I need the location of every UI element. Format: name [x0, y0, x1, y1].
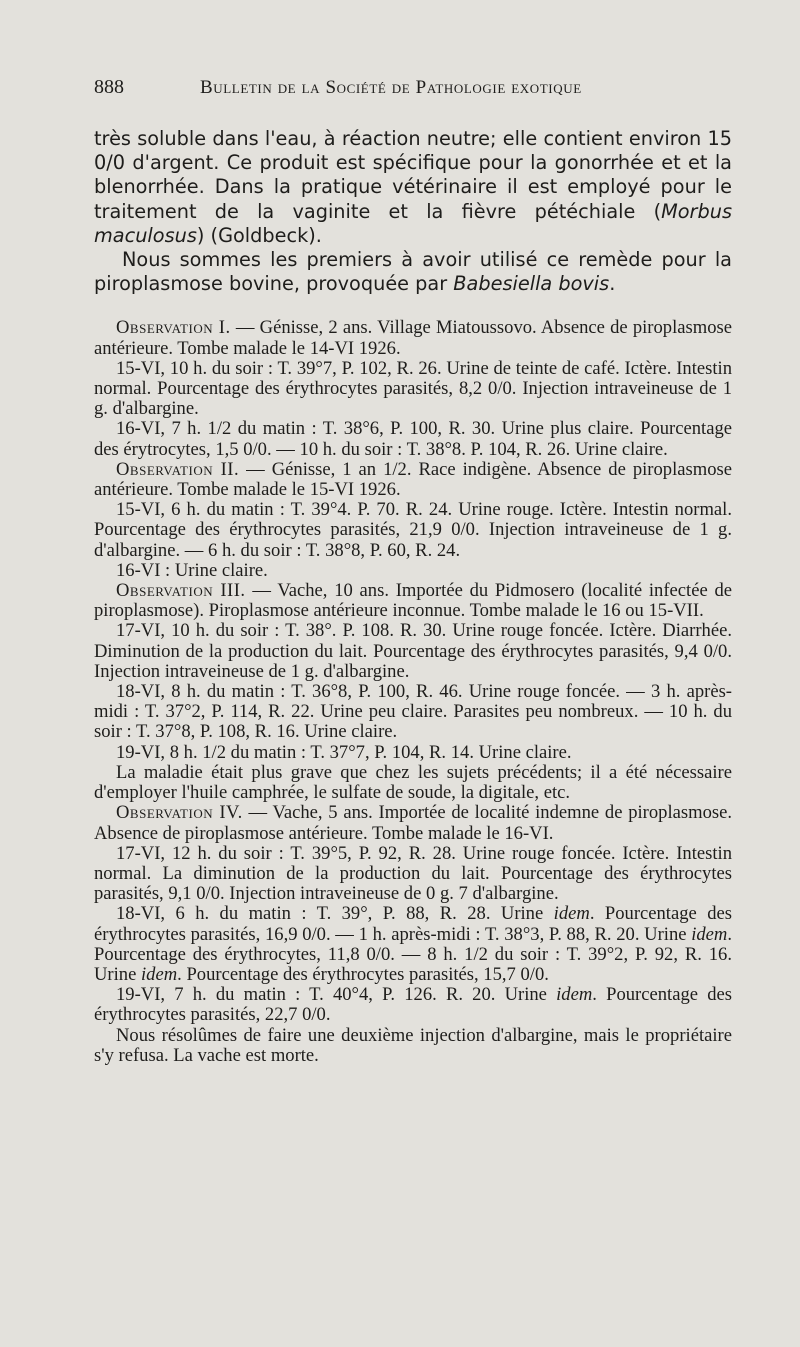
observations-section [94, 318, 732, 1066]
italic-idem: idem [140, 963, 178, 985]
intro-p2-text-end: . [609, 272, 616, 296]
observation-heading: Observation IV. [116, 802, 243, 824]
observation-heading: Observation II. [116, 458, 240, 480]
observation-paragraph: 15-VI, 6 h. du matin : T. 39°4. P. 70. R. 24. Urine rouge. Ictère. Intestin normal. Pourcentage des érythrocytes parasités, 21,9 0/0. Injection intraveineuse de 1 g. d'albargine. — 6 h. du soir : T. 38°8, P. 60, R. 24. [94, 499, 732, 561]
text-run: . Pourcentage des érythrocytes parasités, 16,9 0/0. — 1 h. après-midi : T. 38°3, P. 88, R. 20. Urine [94, 903, 732, 945]
italic-idem: idem [691, 923, 728, 945]
page-number: 888 [94, 76, 124, 98]
observation-text: — Vache, 10 ans. Importée du Pidmosero (localité infectée de piroplasmose). Piroplasmose antérieure inconnue. Tombe malade le 16 ou 15-VII. [94, 580, 733, 622]
page-header [94, 76, 732, 99]
observation-paragraph: 16-VI, 7 h. 1/2 du matin : T. 38°6, P. 100, R. 30. Urine plus claire. Pourcentage des érytrocytes, 1,5 0/0. — 10 h. du soir : T. 38°8. P. 104, R. 26. Urine claire. [94, 418, 732, 460]
running-title: Bulletin de la Société de Pathologie exotique [200, 77, 582, 98]
intro-p1-latin-name: Morbus maculosus [94, 199, 732, 247]
observation-paragraph: 16-VI : Urine claire. [116, 559, 268, 581]
text-run: 19-VI, 7 h. du matin : T. 40°4, P. 126. R. 20. Urine [116, 984, 557, 1006]
observation-text: — Génisse, 1 an 1/2. Race indigène. Absence de piroplasmose antérieure. Tombe malade le 15-VI 1926. [94, 458, 732, 501]
intro-paragraph-2 [94, 248, 732, 296]
text-run: . Pourcentage des érythrocytes parasités, 22,7 0/0. [94, 984, 732, 1026]
text-run: . Pourcentage des érythrocytes parasités, 15,7 0/0. [177, 963, 549, 985]
observation-2-intro [94, 460, 732, 500]
observation-text: — Vache, 5 ans. Importée de localité indemne de piroplasmose. Absence de piroplasmose antérieure. Tombe malade le 16-VI. [94, 802, 733, 844]
intro-paragraph-1 [94, 127, 732, 248]
observation-paragraph: 17-VI, 10 h. du soir : T. 38°. P. 108. R. 30. Urine rouge foncée. Ictère. Diarrhée. Diminution de la production du lait. Pourcentage des érythrocytes parasités, 9,4 0/0. Injection intraveineuse de 1 g. d'albargine. [94, 620, 732, 682]
text-run: . Pourcentage des érythrocytes, 11,8 0/0. — 8 h. 1/2 du soir : T. 39°2, P. 92, R. 16. Urine [94, 923, 732, 985]
observation-paragraph: 17-VI, 12 h. du soir : T. 39°5, P. 92, R. 28. Urine rouge foncée. Ictère. Intestin normal. La diminution de la production du lait. Pourcentage des érythrocytes parasités, 9,1 0/0. Injection intraveineuse de 0 g. 7 d'albargine. [94, 842, 732, 905]
intro-section [94, 127, 732, 296]
conclusion-paragraph: Nous résolûmes de faire une deuxième injection d'albargine, mais le propriétaire s'y refusa. La vache est morte. [94, 1024, 732, 1066]
observation-heading: Observation I. [116, 317, 231, 339]
intro-p2-text: Nous sommes les premiers à avoir utilisé ce remède pour la piroplasmose bovine, provoquée par [94, 248, 732, 296]
observation-heading: Observation III. [116, 580, 246, 602]
observation-paragraph: 15-VI, 10 h. du soir : T. 39°7, P. 102, R. 26. Urine de teinte de café. Ictère. Intestin normal. Pourcentage des érythrocytes parasités, 8,2 0/0. Injection intraveineuse de 1 g. d'albargine. [94, 357, 732, 420]
intro-p2-species-name: Babesiella bovis [453, 272, 610, 296]
observation-1-intro [94, 318, 732, 358]
intro-p1-text: très soluble dans l'eau, à réaction neutre; elle contient environ 15 0/0 d'argent. Ce produit est spécifique pour la gonorrhée et et la blenorrhée. Dans la pratique vétérinaire il est employé pour le traitement de la vaginite et la fièvre pétéchiale ( [94, 127, 732, 223]
text-run: 18-VI, 6 h. du matin : T. 39°, P. 88, R. 28. Urine [116, 903, 554, 925]
italic-idem: idem [556, 984, 593, 1006]
observation-paragraph: 19-VI, 8 h. 1/2 du matin : T. 37°7, P. 104, R. 14. Urine claire. [116, 741, 572, 763]
italic-idem: idem [553, 903, 590, 925]
observation-paragraph [94, 904, 732, 985]
observation-4-intro [94, 803, 732, 843]
observation-paragraph [94, 985, 732, 1025]
observation-paragraph: La maladie était plus grave que chez les sujets précédents; il a été nécessaire d'employer l'huile camphrée, le sulfate de soude, la digitale, etc. [94, 761, 732, 804]
observation-text: — Génisse, 2 ans. Village Miatoussovo. Absence de piroplasmose antérieure. Tombe malade le 14-VI 1926. [94, 317, 732, 359]
observation-paragraph: 18-VI, 8 h. du matin : T. 36°8, P. 100, R. 46. Urine rouge foncée. — 3 h. après-midi : T. 37°2, P. 114, R. 22. Urine peu claire. Parasites peu nombreux. — 10 h. du soir : T. 37°8, P. 108, R. 16. Urine claire. [94, 681, 732, 743]
intro-p1-text-end: ) (Goldbeck). [196, 223, 322, 247]
observation-3-intro [94, 581, 732, 621]
